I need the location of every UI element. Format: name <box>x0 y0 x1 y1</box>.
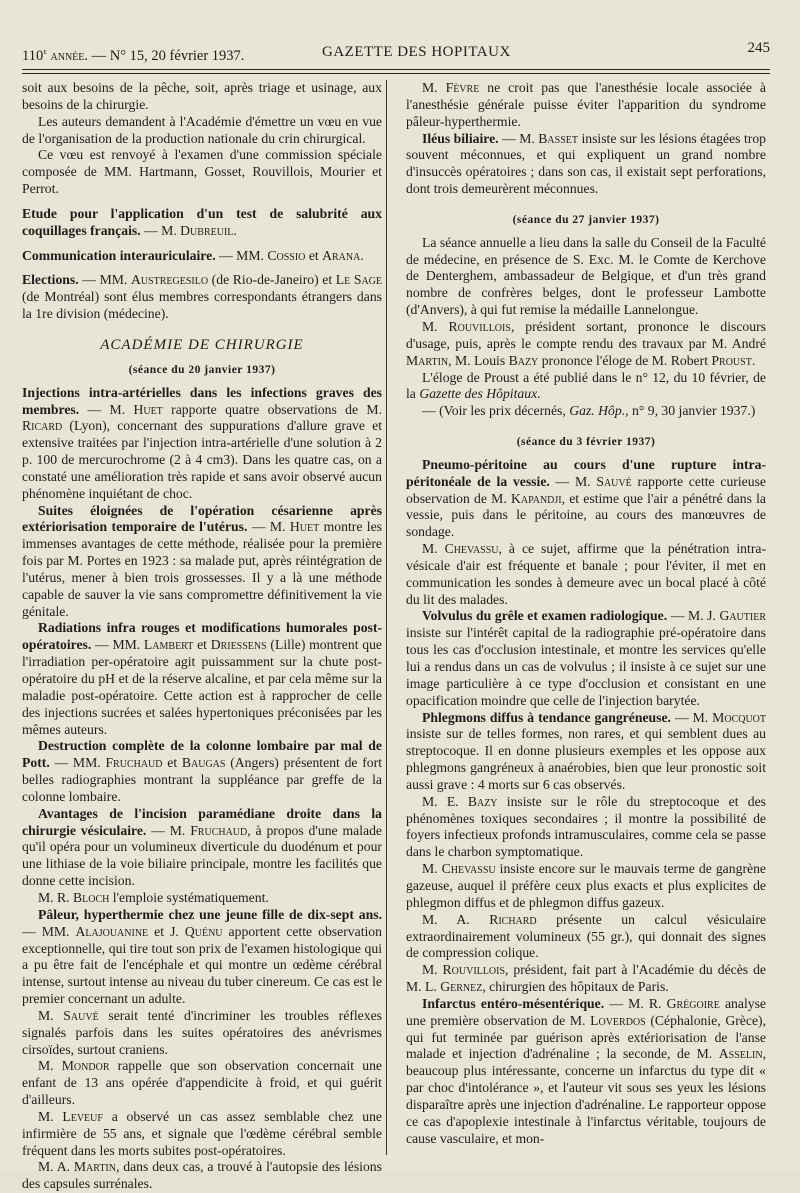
paragraph: Communication interauriculaire. — MM. Cossio et Arana. <box>22 247 364 263</box>
paragraph: Injections intra-artérielles dans les infections graves des membres. — M. Huet rapporte quatre observations de M. Ricard (Lyon), concernant des suppurations d'allure grave et extensive traitées par l'injection intra-artérielle d'une solution à 2 p. 100 de mercurochrome (2 à 4 cm3). Dans les quatre cas, on a constaté une amélioration très rapide et sans avoir observé aucun phénomène inquiétant de choc. <box>22 384 383 501</box>
page-header <box>22 40 770 68</box>
paragraph: Iléus biliaire. — M. Basset insiste sur les lésions étagées trop souvent méconnues, et qui expliquent un grand nombre d'insuccès opératoires ; dans son cas, il existait sept perforations, dont trois demeurèrent méconnues. <box>406 130 767 197</box>
paragraph: Volvulus du grêle et examen radiologique. — M. J. Gautier insiste sur l'intérêt capital de la radiographie pré-opératoire dans tous les cas d'occlusion intestinale, et montre les services qu'elle lui a rendus dans un cas de volvulus ; il insiste à ce sujet sur une image particulière à ce type d'occlusion et consistant en une opacification moindre que celle de l'injection barytée. <box>406 608 766 708</box>
session-heading: (séance du 3 février 1937) <box>516 436 656 449</box>
paragraph: M. A. Richard présente un calcul vésiculaire extraordinairement volumineux (55 gr.), qui donnait des signes de compression colique. <box>406 911 766 961</box>
paragraph: Pâleur, hyperthermie chez une jeune fille de dix-sept ans. — MM. Alajouanine et J. Quénu apportent cette observation exceptionnelle, qui tire tout son prix de l'examen histologique qui a pu être fait de l'encéphale et qui montre un œdème cérébral intense, surtout intense au niveau du tuber cinereum. Ce cas est le premier concernant un adulte. <box>22 906 382 1007</box>
paragraph: La séance annuelle a lieu dans la salle du Conseil de la Faculté de médecine, en présence de S. Exc. M. le Comte de Kerchove de Denterghem, ambassadeur de Belgique, et d'un très grand nombre de confrères belges, dont le professeur Lambotte (d'Anvers), à qui fut remise la médaille Lannelongue. <box>406 234 766 318</box>
paragraph: M. Fèvre ne croit pas que l'anesthésie locale associée à l'anesthésie générale puisse éviter l'apparition du syndrome pâleur-hyperthermie. <box>406 80 766 129</box>
right-column <box>406 80 766 1147</box>
paragraph: Suites éloignées de l'opération césarienne après extériorisation temporaire de l'utérus. — M. Huet montre les immenses avantages de cette méthode, réalisée pour la première fois par M. Portes en 1923 : sa malade put, après réintégration de l'utérus, mener à bien trois grossesses. Il y a là une méthode capable de sauver la vie sans compromettre définitivement la vie génitale. <box>22 502 383 619</box>
paragraph: M. Rouvillois, président, fait part à l'Académie du décès de M. L. Gernez, chirurgien des hôpitaux de Paris. <box>406 962 766 995</box>
paragraph: M. Leveuf a observé un cas assez semblable chez une infirmière de 55 ans, et signale que l'œdème cérébral semble fréquent dans les morts subites post-opératoires. <box>22 1108 383 1158</box>
session-heading: (séance du 20 janvier 1937) <box>128 363 276 376</box>
paragraph: Infarctus entéro-mésentérique. — M. R. Grégoire analyse une première observation de M. Loverdos (Céphalonie, Grèce), qui fut terminée par guérison après extériorisation de l'anse malade et injection d'adrénaline ; la seconde, de M. Asselin, beaucoup plus intéressante, concerne un infarctus du type dit « par choc d'intolérance », et l'auteur vit sous ses yeux les lésions disparaître après une injection d'adrénaline. Le rapporteur oppose ce cas d'apoplexie intestinale à l'infarctus véritable, toujours de cause vasculaire, et mon- <box>406 995 767 1146</box>
paragraph: Etude pour l'application d'un test de salubrité aux coquillages français. — M. Dubreuil. <box>22 205 382 238</box>
paragraph: Avantages de l'incision paramédiane droite dans la chirurgie vésiculaire. — M. Fruchaud, à propos d'une malade qu'il opéra pour un volumineux diverticule du duodénum et pour une lithiase de la voie biliaire principale, montre les facilités que donne cette incision. <box>22 805 382 889</box>
paragraph: Les auteurs demandent à l'Académie d'émettre un vœu en vue de l'organisation de la production nationale du crin chirurgical. <box>22 113 382 146</box>
journal-title: GAZETTE DES HOPITAUX <box>322 44 511 60</box>
header-rule-thin <box>22 73 770 74</box>
paragraph: M. E. Bazy insiste sur le rôle du streptocoque et des phénomènes toxiques secondaires ; il montre la possibilité de foyers infectieux profonds intramusculaires, comme cela se passe dans le charbon symptomatique. <box>406 793 766 860</box>
paragraph: Elections. — MM. Austregesilo (de Rio-de-Janeiro) et Le Sage (de Montréal) sont élus membres correspondants étrangers dans la 1re division (médecine). <box>22 272 383 322</box>
section-title: ACADÉMIE DE CHIRURGIE <box>100 336 304 353</box>
paragraph: Radiations infra rouges et modifications humorales post-opératoires. — MM. Lambert et Driessens (Lille) montrent que l'irradiation per-opératoire agit puissamment sur la chute post-opératoire du pH et de la réserve alcaline, et par cela même sur la maladie post-opératoire. Cette action est à rapprocher de celle des injections sucrées et salées hypertoniques préconisées par les mêmes auteurs. <box>22 620 382 737</box>
left-column <box>22 80 382 1193</box>
paragraph: M. Chevassu, à ce sujet, affirme que la pénétration intra-vésicale d'air est fréquente et banale ; pour l'éviter, il met en communication les sondes à demeure avec un bocal placé à côté du lit des malades. <box>406 541 767 607</box>
paragraph: — (Voir les prix décernés, Gaz. Hôp., n° 9, 30 janvier 1937.) <box>422 403 756 419</box>
paragraph: M. Chevassu insiste encore sur le mauvais terme de gangrène gazeuse, auquel il préfère ceux plus exacts et plus explicites de phlegmon diffus et de phlegmon diffus gazeux. <box>406 861 766 910</box>
paragraph: M. Mondor rappelle que son observation concernait une enfant de 13 ans opérée d'appendicite à froid, et qui guérit d'ailleurs. <box>22 1058 382 1108</box>
session-heading: (séance du 27 janvier 1937) <box>512 213 660 226</box>
issue-line: 110e année. — N° 15, 20 février 1937. <box>22 46 245 64</box>
paragraph: Destruction complète de la colonne lombaire par mal de Pott. — MM. Fruchaud et Baugas (Angers) présentent de fort belles radiographies montrant la suppléance par greffe de la colonne lombaire. <box>22 738 383 804</box>
page-number: 245 <box>747 40 770 56</box>
paragraph: M. R. Bloch l'emploie systématiquement. <box>38 889 269 905</box>
paragraph: M. A. Martin, dans deux cas, a trouvé à l'autopsie des lésions des capsules surrénales. <box>22 1159 382 1192</box>
paragraph: M. Sauvé serait tenté d'incriminer les troubles réflexes signalés parfois dans les suites opératoires des anévrismes cirsoïdes, surtout craniens. <box>22 1007 383 1057</box>
header-rule <box>22 69 770 70</box>
paragraph: Phlegmons diffus à tendance gangréneuse. — M. Mocquot insiste sur de telles formes, non rares, et qui semblent dues au streptocoque. Il en donne plusieurs exemples et les oppose aux phlegmons gangréneux à anaérobies, bien que leur pronostic soit aussi grave : 4 morts sur 6 cas observés. <box>406 709 767 792</box>
paragraph: Ce vœu est renvoyé à l'examen d'une commission spéciale composée de MM. Hartmann, Gosset, Rouvillois, Mourier et Perrot. <box>22 147 382 197</box>
paragraph: M. Rouvillois, président sortant, prononce le discours d'usage, puis, après le compte rendu des travaux par M. André Martin, M. Louis Bazy prononce l'éloge de M. Robert Proust. <box>406 318 766 368</box>
paragraph: Pneumo-péritoine au cours d'une rupture intra-péritonéale de la vessie. — M. Sauvé rapporte cette curieuse observation de M. Kapandji, et estime que l'air a pénétré dans la vessie, puis dans le péritoine, au cours des manœuvres de sondage. <box>406 456 766 540</box>
paragraph: soit aux besoins de la pêche, soit, après triage et usinage, aux besoins de la chirurgie. <box>22 80 382 112</box>
paragraph: L'éloge de Proust a été publié dans le n° 12, du 10 février, de la Gazette des Hôpitaux. <box>406 369 766 402</box>
column-divider <box>386 80 387 1155</box>
